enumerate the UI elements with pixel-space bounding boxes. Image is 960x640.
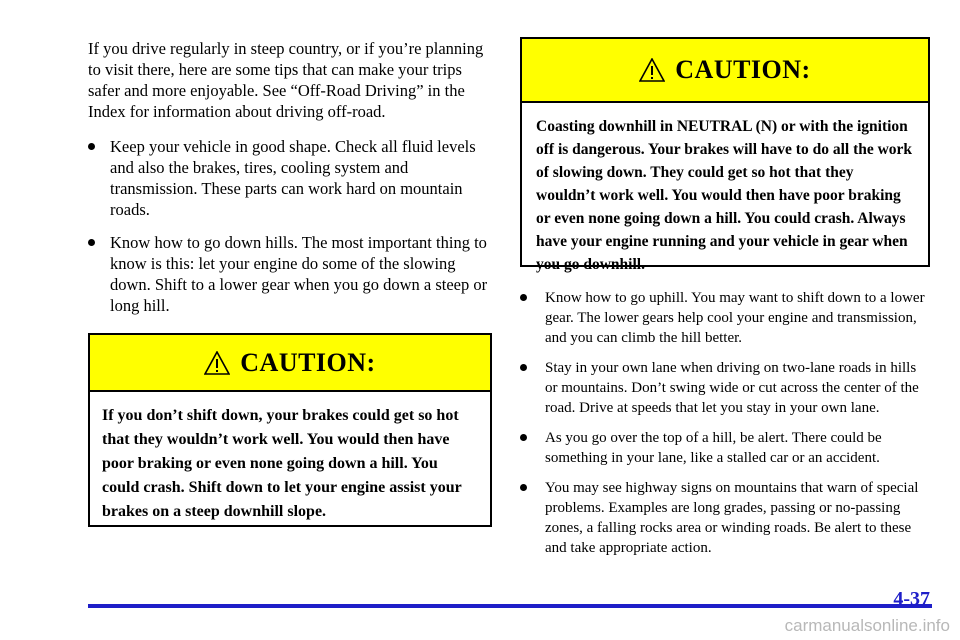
caution-header	[90, 335, 490, 392]
bullet-dot-icon	[520, 294, 527, 301]
left-column	[88, 38, 492, 328]
page-number: 4-37	[893, 588, 930, 610]
bullet-item	[88, 232, 492, 316]
bullet-text: Know how to go uphill. You may want to shift down to a lower gear. The lower gears help cool your engine and transmission, and you can climb the hill better.	[545, 290, 925, 346]
bullet-item	[88, 136, 492, 220]
bullet-dot-icon	[520, 434, 527, 441]
footer-rule	[88, 604, 932, 608]
caution-title: CAUTION:	[675, 55, 811, 84]
caution-box	[88, 333, 492, 527]
bullet-text: You may see highway signs on mountains that warn of special problems. Examples are long grades, passing or no-passing zones, a falling rocks area or winding roads. Be alert to these and take appropriate action.	[545, 480, 919, 556]
bullet-text: Stay in your own lane when driving on two-lane roads in hills or mountains. Don’t swing wide or cut across the center of the road. Drive at speeds that let you stay in your own lane.	[545, 360, 919, 416]
caution-title: CAUTION:	[240, 347, 376, 377]
bullet-item	[520, 358, 930, 418]
bullet-dot-icon	[88, 239, 95, 246]
bullet-item	[520, 288, 930, 348]
caution-text: Coasting downhill in NEUTRAL (N) or with the ignition off is dangerous. Your brakes will have to do all the work of slowing down. They could get so hot that they wouldn’t work well. You would then have poor braking or even none going down a hill. You could crash. Always have your engine running and your vehicle in gear when you go downhill.	[536, 118, 913, 273]
watermark: carmanualsonline.info	[784, 616, 950, 635]
intro-paragraph: If you drive regularly in steep country, or if you’re planning to visit there, here are some tips that can make your trips safer and more enjoyable. See “Off-Road Driving” in the Index for information about driving off-road.	[88, 39, 484, 121]
bullet-item	[520, 478, 930, 558]
caution-box	[520, 37, 930, 273]
bullet-item	[520, 428, 930, 468]
bullet-text: Keep your vehicle in good shape. Check all fluid levels and also the brakes, tires, cooling system and transmission. These parts can work hard on mountain roads.	[110, 137, 476, 219]
right-column	[520, 38, 930, 568]
bullet-text: Know how to go down hills. The most important thing to know is this: let your engine do some of the slowing down. Shift to a lower gear when you go down a steep or long hill.	[110, 233, 488, 315]
warning-triangle-icon	[639, 58, 665, 82]
warning-triangle-icon	[204, 351, 230, 375]
bullet-dot-icon	[520, 484, 527, 491]
bullet-text: As you go over the top of a hill, be alert. There could be something in your lane, like a stalled car or an accident.	[545, 430, 882, 466]
caution-header	[522, 39, 928, 103]
bullet-dot-icon	[88, 143, 95, 150]
caution-text: If you don’t shift down, your brakes could get so hot that they wouldn’t work well. You would then have poor braking or even none going down a hill. You could crash. Shift down to let your engine assist your brakes on a steep downhill slope.	[102, 407, 462, 520]
bullet-dot-icon	[520, 364, 527, 371]
